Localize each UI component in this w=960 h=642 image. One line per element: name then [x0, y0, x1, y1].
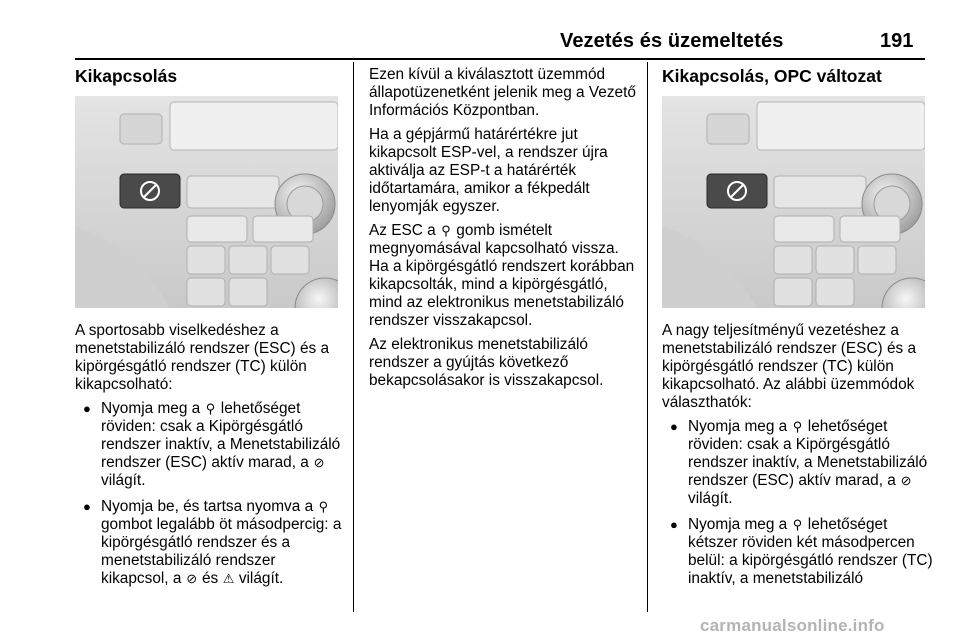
esc-button-icon: ⚲: [441, 223, 451, 238]
bullet-icon: ●: [670, 517, 678, 532]
section-title-kikapcsolas: Kikapcsolás: [75, 66, 178, 86]
tc-off-indicator-icon: ⊘: [900, 473, 912, 488]
left-column-text: [75, 322, 347, 596]
bullet-icon: ●: [83, 499, 91, 514]
column-divider-left: [353, 62, 354, 612]
esc-button-icon: ⚲: [792, 517, 803, 532]
page-header-title: Vezetés és üzemeltetés: [560, 30, 784, 52]
esc-off-indicator-icon: ⚠: [222, 571, 235, 586]
middle-paragraph-4: Az elektronikus menetstabilizáló rendszer a gyújtás következő bekapcsolásakor is visszakapcsol.: [369, 336, 604, 389]
esc-button-icon: ⚲: [205, 401, 216, 416]
section-title-kikapcsolas-opc: Kikapcsolás, OPC változat: [662, 66, 882, 86]
esc-button-icon: ⚲: [318, 499, 329, 514]
footer-watermark: carmanualsonline.info: [700, 616, 885, 635]
right-intro: A nagy teljesítményű vezetéshez a menetstabilizáló rendszer (ESC) és a kipörgésgátló rendszer (TC) külön kikapcsolható. Az alábbi üzemmódok választhatók:: [662, 322, 917, 411]
middle-paragraph-1: Ezen kívül a kiválasztott üzemmód állapotüzenetként jelenik meg a Vezető Információs Központban.: [369, 66, 636, 119]
list-item: ● Nyomja be, és tartsa nyomva a ⚲ gombot legalább öt másodpercig: a kipörgésgátló rendszer és a menetstabilizáló rendszer kikapcsol, a ⊘ és ⚠ világít.: [83, 498, 342, 587]
right-bullet-list: [662, 418, 934, 588]
left-intro: A sportosabb viselkedéshez a menetstabilizáló rendszer (ESC) és a kipörgésgátló rendszer (TC) külön kikapcsolható:: [75, 322, 330, 393]
bullet-icon: ●: [83, 401, 91, 416]
middle-column-text: [369, 66, 637, 396]
right-column-text: [662, 322, 934, 596]
tc-off-indicator-icon: ⊘: [186, 571, 198, 586]
page-number: 191: [880, 30, 914, 52]
console-photo-right: [662, 96, 925, 308]
list-item: ● Nyomja meg a ⚲ lehetőséget röviden: csak a Kipörgésgátló rendszer inaktív, a Menetstabilizáló rendszer (ESC) aktív marad, a ⊘ világít.: [670, 418, 928, 507]
left-bullet-list: [75, 400, 347, 588]
column-divider-right: [647, 62, 648, 612]
header-rule: [75, 58, 925, 60]
list-item: ● Nyomja meg a ⚲ lehetőséget kétszer röviden két másodpercen belül: a kipörgésgátló rendszer (TC) inaktív, a menetstabilizáló: [670, 516, 933, 587]
bullet-icon: ●: [670, 419, 678, 434]
middle-paragraph-2: Ha a gépjármű határértékre jut kikapcsolt ESP-vel, a rendszer újra aktiválja az ESP-t a határérték időtartamára, amikor a fékpedált lenyomják egyszer.: [369, 126, 608, 215]
tc-off-indicator-icon: ⊘: [313, 455, 325, 470]
esc-button-icon: ⚲: [792, 419, 803, 434]
list-item: ● Nyomja meg a ⚲ lehetőséget röviden: csak a Kipörgésgátló rendszer inaktív, a Menetstabilizáló rendszer (ESC) aktív marad, a ⊘ világít.: [83, 400, 341, 489]
console-photo-left: [75, 96, 338, 308]
middle-paragraph-3: Az ESC a ⚲ gomb ismételt megnyomásával kapcsolható vissza. Ha a kipörgésgátló rendszert korábban kikapcsolták, mind a kipörgésgátló, mind az elektronikus menetstabilizáló rendszer visszakapcsol.: [369, 222, 635, 329]
